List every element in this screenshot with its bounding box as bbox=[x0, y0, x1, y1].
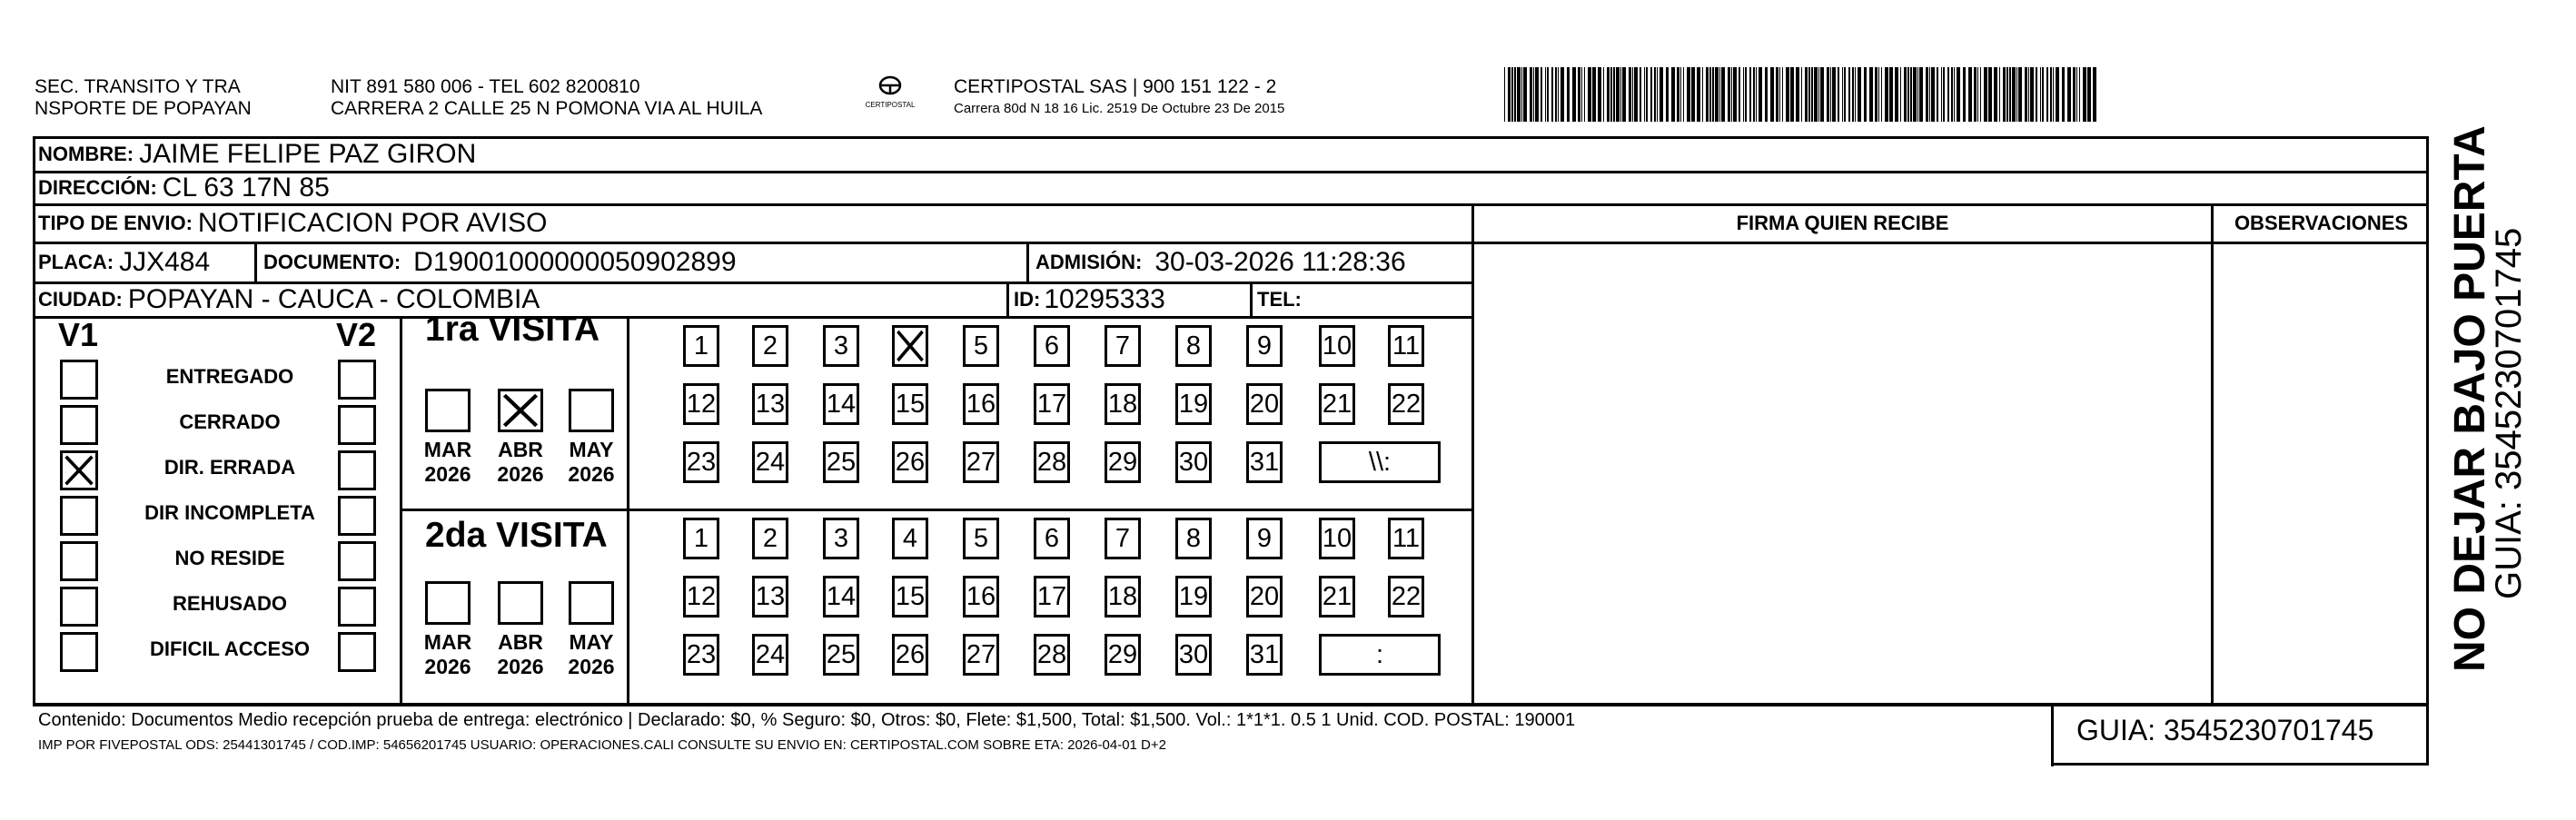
month-name: ABR bbox=[498, 438, 543, 461]
month-year: 2026 bbox=[497, 462, 544, 486]
month-year: 2026 bbox=[568, 655, 615, 678]
day-box[interactable]: 26 bbox=[892, 441, 928, 483]
observaciones-label: OBSERVACIONES bbox=[2234, 212, 2409, 234]
month-year: 2026 bbox=[424, 655, 471, 678]
sender-line-1: SEC. TRANSITO Y TRA bbox=[35, 76, 241, 97]
month-name: MAY bbox=[569, 438, 614, 461]
company-logo bbox=[854, 74, 926, 116]
nit-line-1: NIT 891 580 006 - TEL 602 8200810 bbox=[331, 76, 640, 97]
reason-label: ENTREGADO bbox=[165, 365, 294, 388]
day-box[interactable]: 11 bbox=[1388, 325, 1424, 367]
day-box[interactable]: 23 bbox=[683, 634, 719, 676]
v2-checkbox[interactable] bbox=[338, 405, 376, 445]
col-divider bbox=[2211, 203, 2214, 703]
placa-cell bbox=[38, 243, 210, 282]
reason-label: DIFICIL ACCESO bbox=[149, 637, 310, 660]
day-box[interactable]: 6 bbox=[1034, 325, 1070, 367]
day-box[interactable]: 9 bbox=[1246, 518, 1283, 559]
day-box[interactable]: 17 bbox=[1034, 576, 1070, 617]
day-box[interactable] bbox=[892, 325, 928, 367]
sender-block bbox=[35, 76, 252, 120]
v1-checkbox[interactable] bbox=[60, 405, 98, 445]
reason-label: DIR. ERRADA bbox=[163, 456, 296, 479]
id-label: ID: bbox=[1014, 288, 1041, 311]
v1-checkbox[interactable] bbox=[60, 360, 98, 400]
admision-cell bbox=[1035, 243, 1406, 282]
v1-checkbox[interactable] bbox=[60, 541, 98, 581]
day-box[interactable]: 26 bbox=[892, 634, 928, 676]
month-checkbox[interactable] bbox=[498, 389, 543, 432]
month-label bbox=[483, 630, 558, 679]
nombre-value: JAIME FELIPE PAZ GIRON bbox=[139, 139, 477, 169]
nombre-label: NOMBRE: bbox=[38, 143, 134, 165]
day-box[interactable]: 17 bbox=[1034, 383, 1070, 425]
day-box[interactable]: 4 bbox=[892, 518, 928, 559]
v2-checkbox[interactable] bbox=[338, 496, 376, 536]
month-checkbox[interactable] bbox=[569, 389, 614, 432]
day-box[interactable]: 23 bbox=[683, 441, 719, 483]
day-box[interactable]: 5 bbox=[963, 325, 999, 367]
day-box[interactable]: 1 bbox=[683, 518, 719, 559]
v2-checkbox[interactable] bbox=[338, 587, 376, 627]
v1-checkbox[interactable] bbox=[60, 496, 98, 536]
month-year: 2026 bbox=[424, 462, 471, 486]
col-divider bbox=[1026, 242, 1029, 282]
v1-label: V1 bbox=[58, 316, 99, 353]
admision-label: ADMISIÓN: bbox=[1035, 251, 1143, 273]
v1-checkbox[interactable] bbox=[60, 450, 98, 490]
month-name: MAY bbox=[569, 630, 614, 654]
footer-bottom bbox=[2051, 763, 2429, 766]
placa-label: PLACA: bbox=[38, 251, 114, 273]
month-name: MAR bbox=[423, 438, 472, 461]
documento-label: DOCUMENTO: bbox=[263, 251, 401, 273]
time-box[interactable]: \\: bbox=[1319, 441, 1441, 483]
day-box[interactable]: 3 bbox=[823, 325, 859, 367]
day-box[interactable]: 2 bbox=[752, 518, 788, 559]
day-box[interactable]: 12 bbox=[683, 576, 719, 617]
ciudad-label: CIUDAD: bbox=[38, 288, 123, 311]
month-name: ABR bbox=[498, 630, 543, 654]
barcode bbox=[1504, 67, 2238, 122]
reason-label: CERRADO bbox=[179, 410, 281, 433]
day-box[interactable]: 12 bbox=[683, 383, 719, 425]
company-line-1: CERTIPOSTAL SAS | 900 151 122 - 2 bbox=[954, 76, 1277, 97]
tipo-row bbox=[38, 206, 547, 241]
v1-checkbox[interactable] bbox=[60, 632, 98, 672]
day-box[interactable]: 30 bbox=[1175, 441, 1212, 483]
month-label bbox=[554, 438, 629, 487]
tipo-label: TIPO DE ENVIO: bbox=[38, 212, 193, 234]
reason-label: REHUSADO bbox=[173, 592, 287, 615]
footer-imp: IMP POR FIVEPOSTAL ODS: 25441301745 / COD.IMP: 54656201745 USUARIO: OPERACIONES.CALI CONSULTE SU ENVIO EN: CERTIPOSTAL.COM SOBRE ETA: 2026-04-01 D+2 bbox=[38, 737, 1166, 753]
v2-checkbox[interactable] bbox=[338, 360, 376, 400]
tel-cell bbox=[1257, 283, 1307, 316]
tipo-value: NOTIFICACION POR AVISO bbox=[197, 208, 548, 238]
firma-header bbox=[1474, 206, 2211, 241]
day-box[interactable]: 30 bbox=[1175, 634, 1212, 676]
month-checkbox[interactable] bbox=[425, 581, 471, 625]
day-box[interactable]: 24 bbox=[752, 441, 788, 483]
day-box[interactable]: 27 bbox=[963, 634, 999, 676]
direccion-label: DIRECCIÓN: bbox=[38, 176, 157, 199]
nit-block bbox=[331, 76, 762, 120]
col-divider bbox=[1250, 282, 1253, 316]
col-divider bbox=[254, 242, 257, 282]
day-box[interactable]: 6 bbox=[1034, 518, 1070, 559]
side-guia: GUIA: 3545230701745 bbox=[2489, 227, 2529, 599]
logo-mark-icon bbox=[872, 74, 908, 96]
day-box[interactable]: 19 bbox=[1175, 383, 1212, 425]
month-label bbox=[483, 438, 558, 487]
reason-label: DIR INCOMPLETA bbox=[144, 501, 315, 524]
day-box[interactable]: 14 bbox=[823, 383, 859, 425]
tel-label: TEL: bbox=[1257, 288, 1302, 311]
day-box[interactable]: 18 bbox=[1105, 383, 1141, 425]
day-box[interactable]: 28 bbox=[1034, 634, 1070, 676]
documento-cell bbox=[263, 243, 737, 282]
day-box[interactable]: 1 bbox=[683, 325, 719, 367]
day-box[interactable]: 10 bbox=[1319, 325, 1355, 367]
day-box[interactable]: 20 bbox=[1246, 576, 1283, 617]
company-block bbox=[954, 76, 1284, 120]
day-box[interactable]: 5 bbox=[963, 518, 999, 559]
first-visit-title: 1ra VISITA bbox=[425, 310, 600, 349]
day-box[interactable]: 21 bbox=[1319, 383, 1355, 425]
nit-line-2: CARRERA 2 CALLE 25 N POMONA VIA AL HUILA bbox=[331, 98, 763, 119]
day-box[interactable]: 31 bbox=[1246, 634, 1283, 676]
row-divider bbox=[1471, 242, 2429, 244]
day-box[interactable]: 13 bbox=[752, 576, 788, 617]
placa-value: JJX484 bbox=[119, 247, 211, 277]
month-label bbox=[411, 630, 485, 679]
day-box[interactable]: 31 bbox=[1246, 441, 1283, 483]
row-divider bbox=[33, 171, 2429, 173]
footer-guia: GUIA: 3545230701745 bbox=[2076, 714, 2374, 746]
day-box[interactable]: 11 bbox=[1388, 518, 1424, 559]
time-box[interactable]: : bbox=[1319, 634, 1441, 676]
day-box[interactable]: 10 bbox=[1319, 518, 1355, 559]
day-box[interactable]: 7 bbox=[1105, 325, 1141, 367]
month-name: MAR bbox=[423, 630, 472, 654]
day-box[interactable]: 16 bbox=[963, 383, 999, 425]
sender-line-2: NSPORTE DE POPAYAN bbox=[35, 98, 252, 119]
logo-text: CERTIPOSTAL bbox=[865, 101, 916, 109]
direccion-value: CL 63 17N 85 bbox=[162, 173, 330, 203]
day-box[interactable]: 16 bbox=[963, 576, 999, 617]
month-year: 2026 bbox=[497, 655, 544, 678]
day-box[interactable]: 29 bbox=[1105, 441, 1141, 483]
day-box[interactable]: 22 bbox=[1388, 383, 1424, 425]
day-box[interactable]: 3 bbox=[823, 518, 859, 559]
day-box[interactable]: 7 bbox=[1105, 518, 1141, 559]
admision-value: 30-03-2026 11:28:36 bbox=[1154, 247, 1406, 277]
day-box[interactable]: 2 bbox=[752, 325, 788, 367]
firma-label: FIRMA QUIEN RECIBE bbox=[1736, 212, 1949, 234]
day-box[interactable]: 24 bbox=[752, 634, 788, 676]
footer-right bbox=[2426, 703, 2429, 766]
id-value: 10295333 bbox=[1044, 284, 1165, 314]
day-box[interactable]: 22 bbox=[1388, 576, 1424, 617]
v2-checkbox[interactable] bbox=[338, 632, 376, 672]
day-box[interactable]: 14 bbox=[823, 576, 859, 617]
day-box[interactable]: 21 bbox=[1319, 576, 1355, 617]
visit-divider bbox=[400, 509, 1471, 511]
month-label bbox=[411, 438, 485, 487]
month-checkbox[interactable] bbox=[498, 581, 543, 625]
nombre-row bbox=[38, 138, 476, 171]
second-visit-title: 2da VISITA bbox=[425, 516, 608, 555]
day-box[interactable]: 15 bbox=[892, 383, 928, 425]
observaciones-header bbox=[2214, 206, 2429, 241]
col-divider bbox=[1471, 203, 1474, 703]
v2-checkbox[interactable] bbox=[338, 541, 376, 581]
month-checkbox[interactable] bbox=[569, 581, 614, 625]
day-box[interactable]: 18 bbox=[1105, 576, 1141, 617]
day-box[interactable]: 20 bbox=[1246, 383, 1283, 425]
v2-checkbox[interactable] bbox=[338, 450, 376, 490]
id-cell bbox=[1014, 283, 1165, 316]
day-box[interactable]: 25 bbox=[823, 634, 859, 676]
day-box[interactable]: 28 bbox=[1034, 441, 1070, 483]
month-year: 2026 bbox=[568, 462, 615, 486]
company-line-2: Carrera 80d N 18 16 Lic. 2519 De Octubre 23 De 2015 bbox=[954, 101, 1285, 116]
direccion-row bbox=[38, 173, 330, 203]
row-divider bbox=[33, 703, 2429, 706]
row-divider bbox=[33, 316, 1471, 319]
ciudad-value: POPAYAN - CAUCA - COLOMBIA bbox=[127, 284, 540, 314]
day-box[interactable]: 13 bbox=[752, 383, 788, 425]
day-box[interactable]: 19 bbox=[1175, 576, 1212, 617]
v2-label: V2 bbox=[336, 316, 377, 353]
day-box[interactable]: 15 bbox=[892, 576, 928, 617]
day-box[interactable]: 8 bbox=[1175, 518, 1212, 559]
day-box[interactable]: 25 bbox=[823, 441, 859, 483]
reason-label: NO RESIDE bbox=[174, 547, 285, 569]
month-label bbox=[554, 630, 629, 679]
footer-contenido: Contenido: Documentos Medio recepción prueba de entrega: electrónico | Declarado: $0, % Seguro: $0, Otros: $0, Flete: $1,500, Total: $1,500. Vol.: 1*1*1. 0.5 1 Unid. COD. POSTAL: 190001 bbox=[38, 710, 1576, 730]
side-warning: NO DEJAR BAJO PUERTA bbox=[2446, 125, 2494, 672]
col-divider bbox=[1006, 282, 1009, 316]
documento-value: D19001000000050902899 bbox=[413, 247, 737, 277]
day-box[interactable]: 9 bbox=[1246, 325, 1283, 367]
day-box[interactable]: 27 bbox=[963, 441, 999, 483]
day-box[interactable]: 29 bbox=[1105, 634, 1141, 676]
footer-divider bbox=[2051, 703, 2054, 766]
month-checkbox[interactable] bbox=[425, 389, 471, 432]
day-box[interactable]: 8 bbox=[1175, 325, 1212, 367]
v1-checkbox[interactable] bbox=[60, 587, 98, 627]
